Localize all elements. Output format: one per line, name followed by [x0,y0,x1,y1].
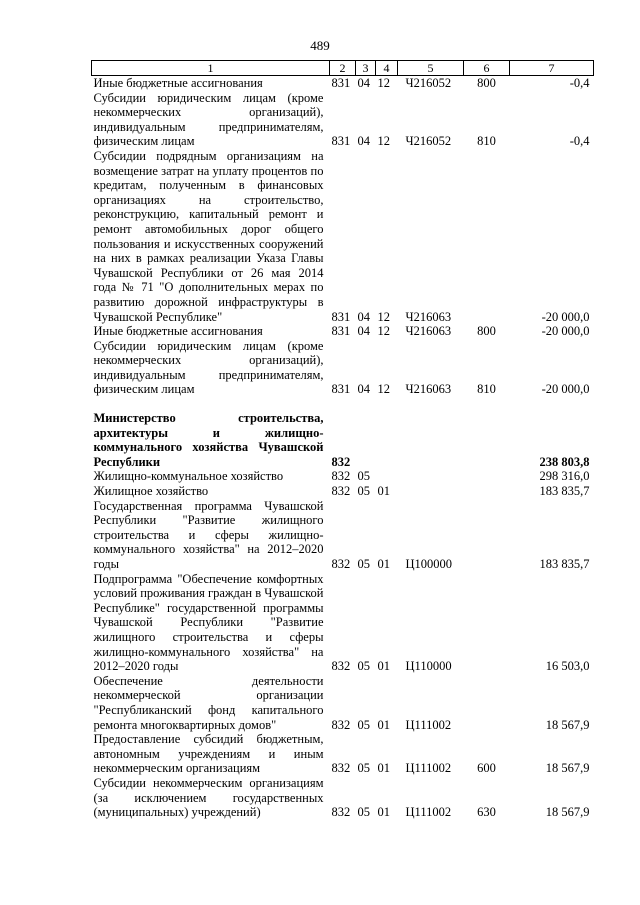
row-subsection-code: 01 [377,557,390,571]
row-subsection-code: 12 [377,76,390,90]
table-row [92,76,594,91]
header-cell: 1 [92,61,330,76]
row-expense-type [464,674,510,732]
row-target-code: Ц111002 [405,761,452,776]
table-row [92,469,594,484]
row-ministry-code: 831 [331,134,351,149]
row-expense-type: 800 [477,324,496,339]
row-amount: 298 316,0 [539,469,590,484]
row-amount: 183 835,7 [539,557,590,571]
row-amount: 238 803,8 [539,454,590,469]
header-cell: 7 [510,61,594,76]
table-row [92,411,594,469]
row-section-code: 05 [357,484,370,499]
row-name: Обеспечение деятельности некоммерческой организации "Республиканский фонд капитального ремонта многоквартирных домов" [93,673,324,732]
row-subsection-code: 12 [377,324,390,339]
row-target-code: Ч216063 [405,324,452,339]
row-ministry-code: 831 [331,382,351,397]
header-cell: 6 [464,61,510,76]
header-cell: 3 [356,61,376,76]
row-target-code: Ч216063 [405,382,452,397]
table-row [92,776,594,820]
row-target-code [398,469,464,484]
row-ministry-code: 832 [331,717,351,732]
row-target-code: Ц110000 [405,659,452,674]
spacer-row [92,397,594,411]
row-section-code: 05 [357,557,370,571]
header-cell: 2 [330,61,356,76]
spacer-cell [92,397,594,411]
budget-table [91,60,594,820]
row-name: Иные бюджетные ассигнования [93,76,263,90]
row-section-code: 04 [357,309,370,324]
row-amount: -0,4 [569,134,590,149]
row-amount: 18 567,9 [545,761,590,776]
table-row [92,339,594,397]
row-expense-type: 810 [477,382,496,397]
row-name: Субсидии подрядным организациям на возмещение затрат на уплату процентов по кредитам, полученным в финансовых организациях на строительство, реконструкцию, капитальный ремонт и ремонт автомобильных дорог общего пользования и искусственных сооружений на них в рамках реализации Указа Главы Чувашской Республики от 26 мая 2014 года № 71 "О дополнительных мерах по развитию дорожной инфраструктуры в Чувашской Республике" [93,148,324,324]
row-name: Государственная программа Чувашской Республики "Развитие жилищного строительства и сферы жилищно-коммунального хозяйства" на 2012–2020 годы [93,498,324,571]
row-target-code: Ч216052 [405,76,452,90]
row-amount: -0,4 [569,76,590,90]
row-subsection-code [376,411,398,469]
row-name: Предоставление субсидий бюджетным, автономным учреждениям и иным некоммерческим организациям [93,732,324,776]
table-row [92,732,594,776]
row-name: Жилищно-коммунальное хозяйство [93,469,284,484]
row-subsection-code [376,469,398,484]
row-amount: -20 000,0 [541,382,590,397]
row-ministry-code: 832 [331,469,351,484]
row-subsection-code: 01 [377,805,390,820]
row-section-code: 04 [357,134,370,149]
row-target-code: Ц111002 [405,805,452,820]
row-expense-type: 630 [477,805,496,820]
row-ministry-code: 832 [331,454,351,469]
row-section-code: 05 [357,761,370,776]
row-target-code: Ч216063 [405,309,452,324]
row-ministry-code: 831 [331,76,351,90]
row-subsection-code: 12 [377,309,390,324]
row-subsection-code: 12 [377,382,390,397]
row-expense-type: 600 [477,761,496,776]
table-row [92,324,594,339]
row-target-code: Ц100000 [405,557,453,571]
row-name: Субсидии юридическим лицам (кроме некоммерческих организаций), индивидуальным предпринимателям, физическим лицам [93,338,324,397]
table-row [92,484,594,499]
row-expense-type: 810 [477,134,496,149]
row-section-code: 05 [357,469,370,484]
table-row [92,149,594,324]
row-section-code: 04 [357,324,370,339]
table-row [92,674,594,732]
row-expense-type: 800 [477,76,496,90]
row-section-code: 04 [357,382,370,397]
row-name: Жилищное хозяйство [93,484,209,499]
row-expense-type [464,499,510,572]
row-subsection-code: 01 [377,659,390,674]
row-name: Субсидии юридическим лицам (кроме некоммерческих организаций), индивидуальным предпринимателям, физическим лицам [93,90,324,149]
row-ministry-code: 832 [331,557,351,571]
row-target-code: Ч216052 [405,134,452,149]
row-amount: 18 567,9 [545,717,590,732]
row-section-code: 05 [357,659,370,674]
row-name: Подпрограмма "Обеспечение комфортных условий проживания граждан в Чувашской Республике" государственной программы Чувашской Республики "Развитие жилищного строительства и сферы жилищно-коммунального хозяйства" на 2012–2020 годы [93,571,324,674]
row-ministry-code: 832 [331,805,351,820]
row-expense-type [464,411,510,469]
row-amount: 18 567,9 [545,805,590,820]
row-section-code: 05 [357,717,370,732]
row-subsection-code: 01 [377,761,390,776]
row-amount: 183 835,7 [539,484,590,499]
row-name: Субсидии некоммерческим организациям (за исключением государственных (муниципальных) учреждений) [93,775,324,820]
header-cell: 4 [376,61,398,76]
row-ministry-code: 832 [331,761,351,776]
row-expense-type [464,149,510,324]
row-ministry-code: 831 [331,324,351,339]
table-row [92,91,594,149]
row-subsection-code: 01 [377,717,390,732]
row-target-code [398,411,464,469]
row-name: Министерство строительства, архитектуры и жилищно-коммунального хозяйства Чувашской Республики [93,411,324,469]
row-ministry-code: 831 [331,309,351,324]
row-target-code [398,484,464,499]
row-section-code [356,411,376,469]
row-ministry-code: 832 [331,659,351,674]
table-row [92,499,594,572]
table-row [92,572,594,674]
page-number: 489 [310,38,330,53]
row-name: Иные бюджетные ассигнования [93,324,263,339]
row-ministry-code: 832 [331,484,351,499]
row-amount: 16 503,0 [545,659,590,674]
row-section-code: 05 [357,805,370,820]
row-section-code: 04 [357,76,370,90]
row-expense-type [464,572,510,674]
row-subsection-code: 12 [377,134,390,149]
row-amount: -20 000,0 [541,309,590,324]
row-amount: -20 000,0 [541,324,590,339]
row-expense-type [464,484,510,499]
table-header-row [92,61,594,76]
row-expense-type [464,469,510,484]
row-target-code: Ц111002 [405,717,452,732]
row-subsection-code: 01 [377,484,390,499]
header-cell: 5 [398,61,464,76]
